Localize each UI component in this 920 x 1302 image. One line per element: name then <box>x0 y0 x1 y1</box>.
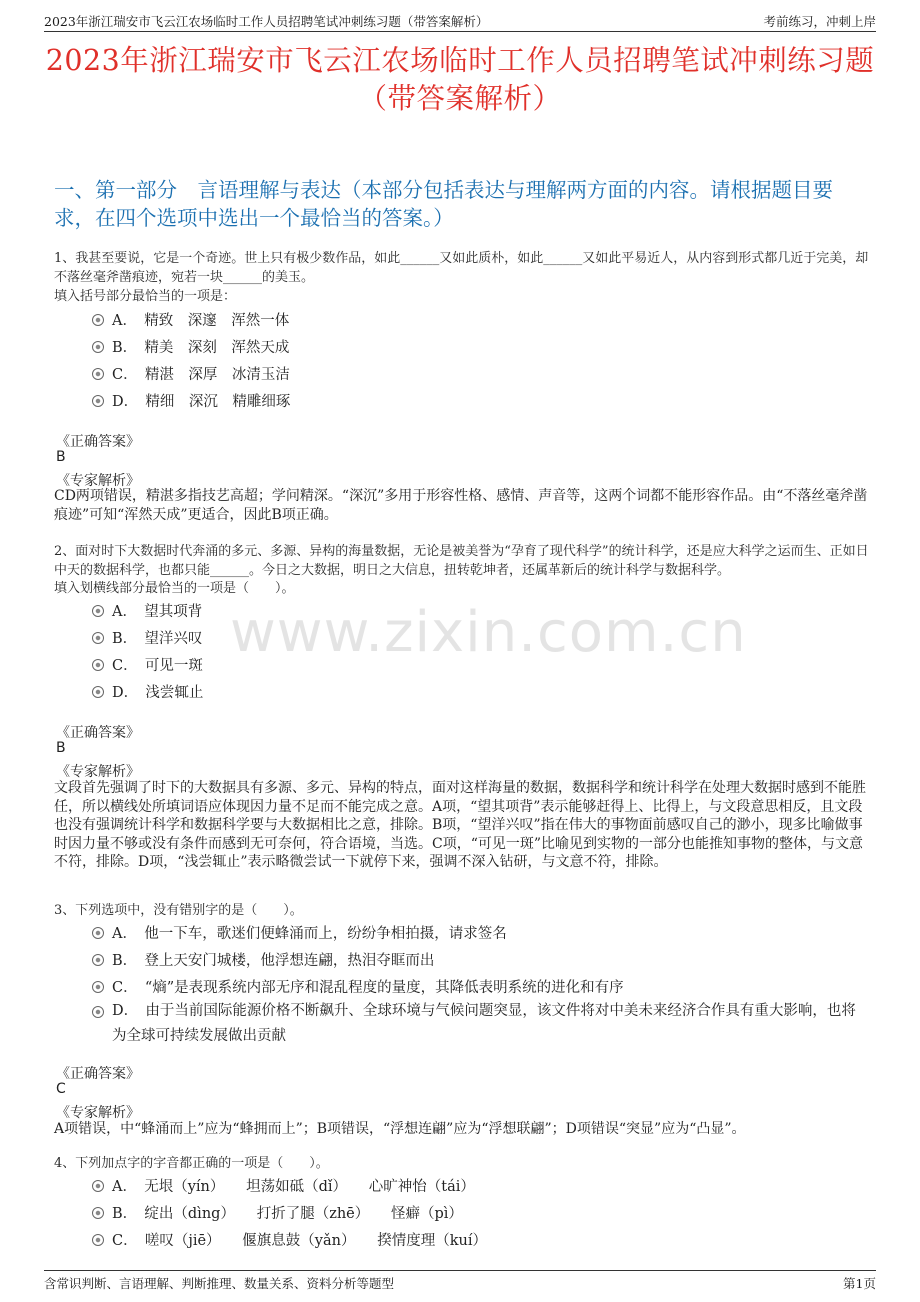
page-footer <box>44 1270 876 1294</box>
question-3-option-b[interactable]: B． 登上天安门城楼，他浮想连翩，热泪夺眶而出 <box>92 949 434 970</box>
header-doc-title: 2023年浙江瑞安市飞云江农场临时工作人员招聘笔试冲刺练习题（带答案解析） <box>44 14 489 29</box>
question-3-text: 3、下列选项中，没有错别字的是（ ）。 <box>54 903 303 918</box>
radio-icon[interactable] <box>92 1207 104 1219</box>
question-1-answer: B <box>56 449 66 465</box>
question-2-option-d[interactable]: D． 浅尝辄止 <box>92 681 203 702</box>
question-2-analysis: 文段首先强调了时下的大数据具有多源、多元、异构的特点，面对这样海量的数据，数据科学和统计科学在处理大数据时感到不能胜任，所以横线处所填词语应体现因力量不足而不能完成之意。A项，“望其项背”表示能够赶得上、比得上，与文段意思相反，且文段也没有强调统计科学和数据科学要与大数据相比之意，排除。B项，“望洋兴叹”指在伟大的事物面前感叹自己的渺小，现多比喻做事时因力量不够或没有条件而感到无可奈何，符合语境，当选。C项，“可见一斑”比喻见到实物的一部分也能推知事物的整体，与文意不符，排除。D项，“浅尝辄止”表示略微尝试一下就停下来，强调不深入钻研，与文意不符，排除。 <box>54 780 866 870</box>
question-4-option-b[interactable]: B． 绽出（dìng） 打折了腿（zhē） 怪癖（pì） <box>92 1202 463 1223</box>
question-3-option-d[interactable]: D． 由于当前国际能源价格不断飙升、全球环境与气候问题突显，该文件将对中美未来经济合作具有重大影响，也将为全球可持续发展做出贡献 <box>92 999 870 1049</box>
question-1-prompt: 填入括号部分最恰当的一项是： <box>54 289 237 304</box>
question-3-analysis: A项错误，中“蜂涌而上”应为“蜂拥而上”；B项错误，“浮想连翩”应为“浮想联翩”；D项错误“突显”应为“凸显”。 <box>54 1121 746 1137</box>
radio-icon[interactable] <box>92 1006 104 1018</box>
radio-icon[interactable] <box>92 314 104 326</box>
question-2-answer: B <box>56 740 66 756</box>
question-1-analysis: CD两项错误，精湛多指技艺高超；学问精深。“深沉”多用于形容性格、感情、声音等，这两个词都不能形容作品。由“不落丝毫斧凿痕迹”可知“浑然天成”更适合，因此B项正确。 <box>54 488 868 523</box>
radio-icon[interactable] <box>92 1234 104 1246</box>
radio-icon[interactable] <box>92 927 104 939</box>
question-2-option-c[interactable]: C． 可见一斑 <box>92 654 203 675</box>
page-header <box>44 10 876 32</box>
section-heading: 一、第一部分 言语理解与表达（本部分包括表达与理解两方面的内容。请根据题目要求，在四个选项中选出一个最恰当的答案。） <box>54 178 833 230</box>
radio-icon[interactable] <box>92 632 104 644</box>
radio-icon[interactable] <box>92 341 104 353</box>
question-3-analysis-label: 《专家解析》 <box>56 1105 140 1121</box>
question-2-prompt: 填入划横线部分最恰当的一项是（ ）。 <box>54 581 295 596</box>
question-1-option-b[interactable]: B． 精美 深刻 浑然天成 <box>92 336 289 357</box>
question-2-text: 2、面对时下大数据时代奔涌的多元、多源、异构的海量数据，无论是被美誉为“孕育了现代科学”的统计科学，还是应大科学之运而生、正如日中天的数据科学，也都只能______。今日之大数据，明日之大信息，扭转乾坤者，还属革新后的统计科学与数据科学。 <box>54 544 869 578</box>
question-2-answer-label: 《正确答案》 <box>56 725 140 741</box>
document-title: 2023年浙江瑞安市飞云江农场临时工作人员招聘笔试冲刺练习题（带答案解析） <box>45 44 875 115</box>
question-2-option-a[interactable]: A． 望其项背 <box>92 600 202 621</box>
watermark: www.zixin.com.cn <box>230 600 747 665</box>
question-1-analysis-label: 《专家解析》 <box>56 473 140 489</box>
radio-icon[interactable] <box>92 1180 104 1192</box>
footer-description: 含常识判断、言语理解、判断推理、数量关系、资料分析等题型 <box>44 1276 395 1291</box>
question-3-answer: C <box>56 1081 66 1097</box>
question-1-option-d[interactable]: D． 精细 深沉 精雕细琢 <box>92 390 290 411</box>
question-4-text: 4、下列加点字的字音都正确的一项是（ ）。 <box>54 1156 329 1171</box>
question-3-option-c[interactable]: C． “熵”是表现系统内部无序和混乱程度的量度，其降低表明系统的进化和有序 <box>92 976 624 997</box>
header-slogan: 考前练习，冲刺上岸 <box>763 14 876 29</box>
question-4-option-a[interactable]: A． 无垠（yín） 坦荡如砥（dǐ） 心旷神怡（tái） <box>92 1175 475 1196</box>
radio-icon[interactable] <box>92 954 104 966</box>
radio-icon[interactable] <box>92 605 104 617</box>
radio-icon[interactable] <box>92 686 104 698</box>
question-1-text: 1、我甚至要说，它是一个奇迹。世上只有极少数作品，如此______又如此质朴，如此______又如此平易近人，从内容到形式都几近于完美，却不落丝毫斧凿痕迹，宛若一块______的美玉。 <box>54 251 869 285</box>
question-1-option-a[interactable]: A． 精致 深邃 浑然一体 <box>92 309 289 330</box>
question-2-option-b[interactable]: B． 望洋兴叹 <box>92 627 202 648</box>
question-4-option-c[interactable]: C． 嗟叹（jiē） 偃旗息鼓（yǎn） 揆情度理（kuí） <box>92 1229 487 1250</box>
question-3-answer-label: 《正确答案》 <box>56 1066 140 1082</box>
page-number: 第1页 <box>843 1276 876 1291</box>
radio-icon[interactable] <box>92 368 104 380</box>
radio-icon[interactable] <box>92 981 104 993</box>
radio-icon[interactable] <box>92 659 104 671</box>
question-2-analysis-label: 《专家解析》 <box>56 764 140 780</box>
question-1-option-c[interactable]: C． 精湛 深厚 冰清玉洁 <box>92 363 290 384</box>
question-3-option-a[interactable]: A． 他一下车，歌迷们便蜂涌而上，纷纷争相拍摄，请求签名 <box>92 922 507 943</box>
radio-icon[interactable] <box>92 395 104 407</box>
question-1-answer-label: 《正确答案》 <box>56 434 140 450</box>
